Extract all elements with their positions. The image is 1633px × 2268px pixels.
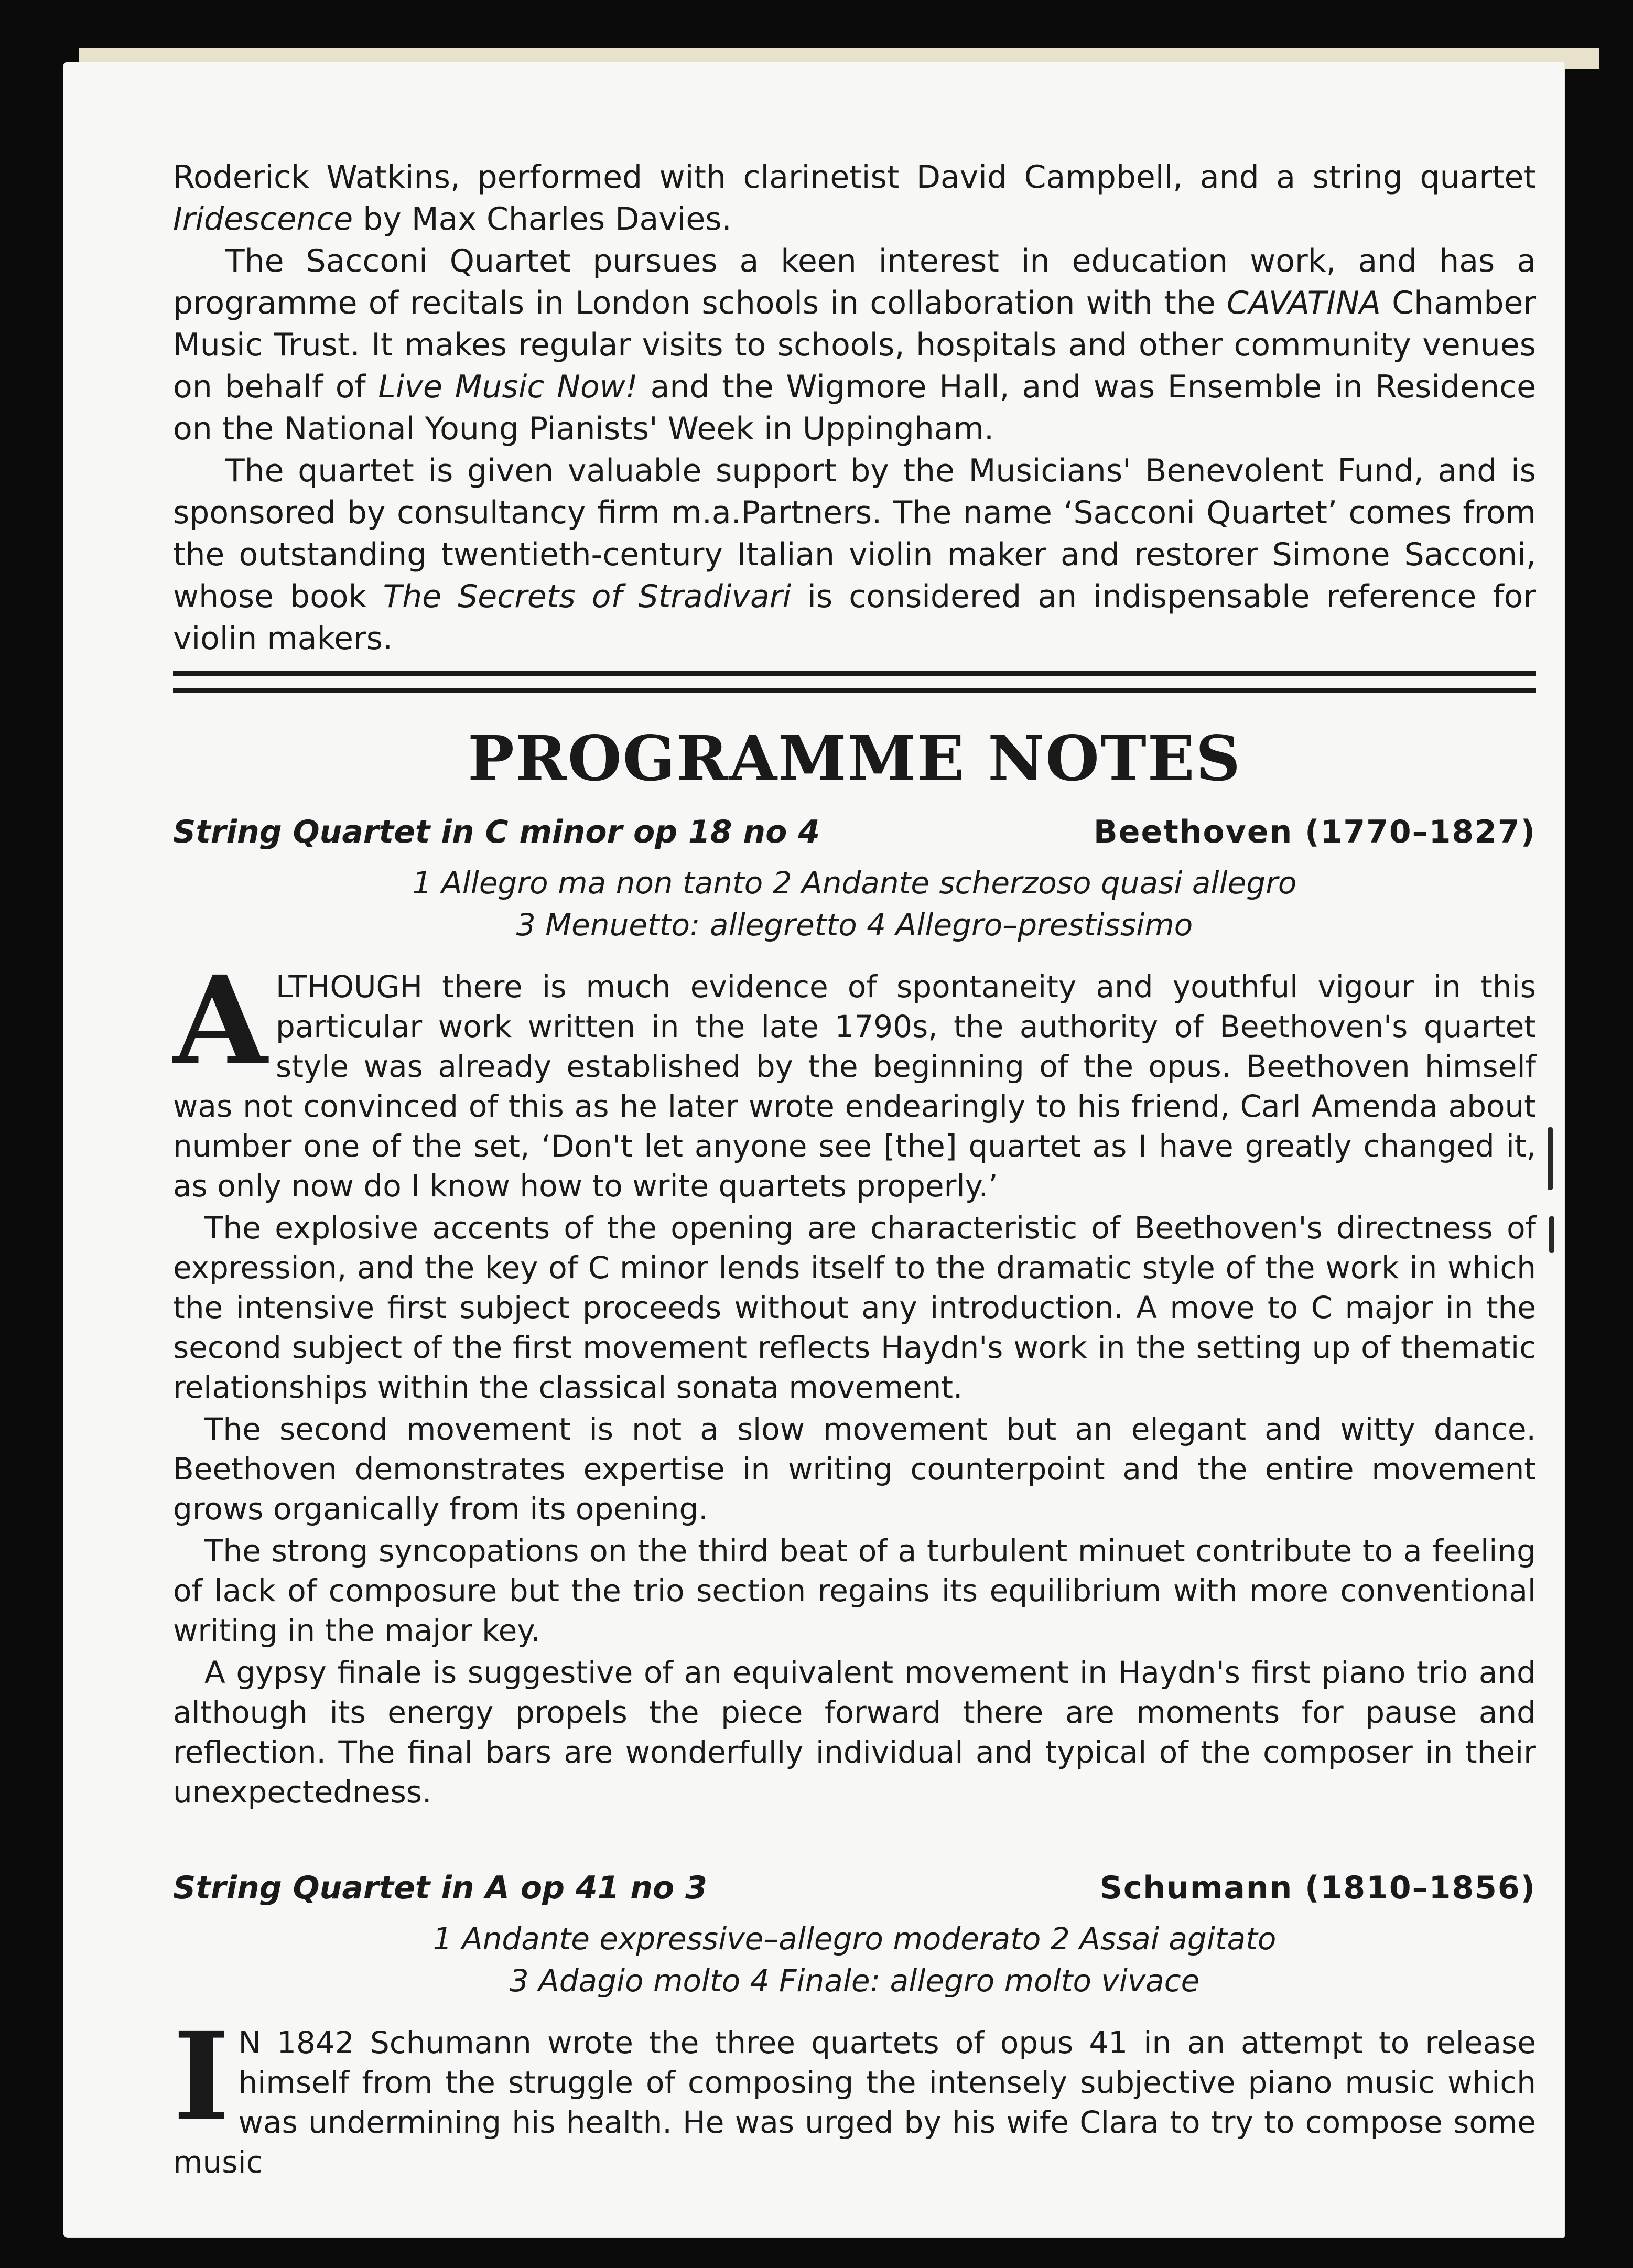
notes-paragraph — [173, 2005, 1536, 2182]
movements-line: 3 Adagio molto 4 Finale: allegro molto vivace — [509, 1963, 1200, 1999]
bio-paragraph-2 — [173, 240, 1536, 450]
page-heading: PROGRAMME NOTES — [468, 722, 1241, 795]
organisation-italic: Live Music Now! — [378, 369, 638, 405]
notes-beethoven — [173, 949, 1536, 1812]
movements-line: 1 Allegro ma non tanto 2 Andante scherzoso quasi allegro — [412, 865, 1297, 901]
bio-text: Roderick Watkins, performed with clarinetist David Campbell, and a string quartet — [173, 159, 1536, 196]
movements-list — [173, 862, 1536, 946]
work-composer: Beethoven (1770–1827) — [1094, 814, 1536, 850]
bio-text: The quartet is given valuable support by the Musicians' Benevolent Fund, and is sponsored by consultancy firm m.a.Partners. The name ‘Sacconi Quartet’ comes from the outstanding twentieth-century Italian violin maker and restorer Simone Sacconi, whose book — [173, 452, 1536, 615]
bio-text: and the Wigmore Hall, and was Ensemble in Residence on the National Young Pianists' Week in Uppingham. — [173, 369, 1537, 447]
page-content — [173, 156, 1536, 2182]
double-rule-divider — [173, 671, 1536, 693]
bio-paragraph-1 — [173, 156, 1536, 240]
page-edge-mark — [1549, 1216, 1554, 1253]
bio-paragraph-3 — [173, 450, 1536, 660]
drop-cap: A — [173, 949, 268, 1092]
book-title-italic: The Secrets of Stradivari — [383, 578, 792, 615]
notes-paragraph: The second movement is not a slow movement but an elegant and witty dance. Beethoven demonstrates expertise in writing counterpoint and the entire movement grows organically from its opening. — [173, 1411, 1536, 1527]
notes-text: N 1842 Schumann wrote the three quartets of opus 41 in an attempt to release himself from the struggle of composing the intensely subjective piano music which was undermining his health. He was urged by his wife Clara to try to compose some music — [173, 2025, 1536, 2180]
work-title: String Quartet in A op 41 no 3 — [173, 1870, 707, 1906]
work-header-schumann — [173, 1870, 1536, 1906]
work-header-beethoven — [173, 814, 1536, 850]
bio-text: by Max Charles Davies. — [353, 201, 732, 237]
bio-text: is considered an indispensable reference for violin makers. — [173, 578, 1536, 657]
notes-paragraph — [173, 949, 1536, 1206]
notes-schumann — [173, 2005, 1536, 2182]
drop-cap: I — [173, 2005, 230, 2148]
work-title: String Quartet in C minor op 18 no 4 — [173, 814, 820, 850]
work-title-italic: Iridescence — [173, 201, 353, 237]
notes-paragraph: The explosive accents of the opening are characteristic of Beethoven's directness of expression, and the key of C minor lends itself to the dramatic style of the work in which the intensive first subject proceeds without any introduction. A move to C major in the second subject of the first movement reflects Haydn's work in the setting up of thematic relationships within the classical sonata movement. — [173, 1210, 1536, 1405]
movements-list — [173, 1918, 1536, 2002]
bio-text: Chamber Music Trust. It makes regular visits to schools, hospitals and other community venues on behalf of — [173, 285, 1536, 405]
book-page — [63, 62, 1565, 2238]
organisation-italic: CAVATINA — [1227, 285, 1381, 321]
page-edge-mark — [1548, 1127, 1553, 1190]
notes-text: LTHOUGH there is much evidence of spontaneity and youthful vigour in this particular work written in the late 1790s, the authority of Beethoven's quartet style was already established by the beginning of the opus. Beethoven himself was not convinced of this as he later wrote endearingly to his friend, Carl Amenda about number one of the set, ‘Don't let anyone see [the] quartet as I have greatly changed it, as only now do I know how to write quartets properly.’ — [173, 969, 1536, 1204]
bio-text: The Sacconi Quartet pursues a keen interest in education work, and has a programme of recitals in London schools in collaboration with the — [173, 243, 1536, 321]
work-composer: Schumann (1810–1856) — [1099, 1870, 1536, 1906]
notes-paragraph: A gypsy finale is suggestive of an equivalent movement in Haydn's first piano trio and although its energy propels the piece forward there are moments for pause and reflection. The final bars are wonderfully individual and typical of the composer in their unexpectedness. — [173, 1655, 1536, 1810]
movements-line: 1 Andante expressive–allegro moderato 2 Assai agitato — [432, 1921, 1277, 1957]
notes-paragraph: The strong syncopations on the third beat of a turbulent minuet contribute to a feeling of lack of composure but the trio section regains its equilibrium with more conventional writing in the major key. — [173, 1533, 1536, 1648]
movements-line: 3 Menuetto: allegretto 4 Allegro–prestissimo — [516, 907, 1193, 943]
